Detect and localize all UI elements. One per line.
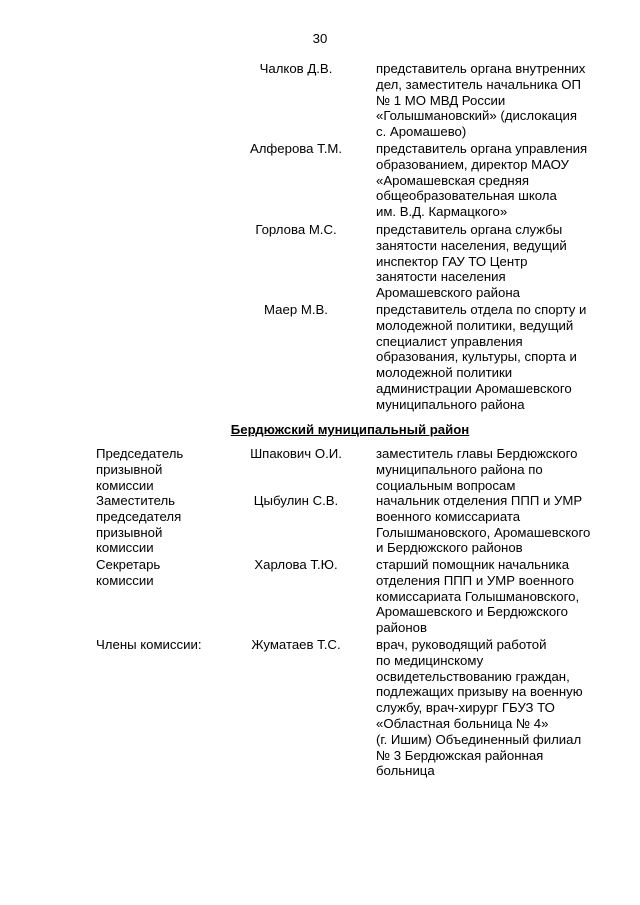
- section-title: Бердюжский муниципальный район: [230, 422, 470, 437]
- member-description: врач, руководящий работой по медицинскому освидетельствованию граждан, подлежащих призыву на военную службу, врач-хирург ГБУЗ ТО «Областная больница № 4» (г. Ишим) Объединенный филиал № 3 Бердюжская районная больница: [376, 637, 583, 779]
- member-role: Секретарь комиссии: [96, 557, 161, 588]
- member-description: представитель органа управления образованием, директор МАОУ «Аромашевская средняя общеобразовательная школа им. В.Д. Кармацкого»: [376, 141, 588, 220]
- member-description: представитель отдела по спорту и молодежной политики, ведущий специалист управления образования, культуры, спорта и молодежной политики администрации Аромашевского муниципального района: [376, 302, 587, 412]
- member-description: старший помощник начальника отделения ППП и УМР военного комиссариата Голышмановского, Аромашевского и Бердюжского районов: [376, 557, 580, 636]
- member-name: Жуматаев Т.С.: [251, 637, 341, 652]
- member-description: начальник отделения ППП и УМР военного комиссариата Голышмановского, Аромашевского и Бердюжского районов: [376, 493, 591, 556]
- member-description: представитель органа службы занятости населения, ведущий инспектор ГАУ ТО Центр занятости населения Аромашевского района: [376, 222, 567, 301]
- member-name: Алферова Т.М.: [249, 141, 343, 156]
- member-name: Горлова М.С.: [255, 222, 337, 237]
- page-number: 30: [312, 31, 328, 46]
- member-role: Заместитель председателя призывной комиссии: [96, 493, 182, 556]
- member-name: Цыбулин С.В.: [253, 493, 339, 508]
- member-name: Харлова Т.Ю.: [254, 557, 338, 572]
- member-description: заместитель главы Бердюжского муниципального района по социальным вопросам: [376, 446, 578, 493]
- member-name: Шпакович О.И.: [250, 446, 342, 461]
- member-name: Маер М.В.: [264, 302, 328, 317]
- member-name: Чалков Д.В.: [259, 61, 333, 76]
- member-description: представитель органа внутренних дел, заместитель начальника ОП № 1 МО МВД России «Голышмановский» (дислокация с. Аромашево): [376, 61, 586, 140]
- member-role: Члены комиссии:: [96, 637, 202, 652]
- member-role: Председатель призывной комиссии: [96, 446, 184, 493]
